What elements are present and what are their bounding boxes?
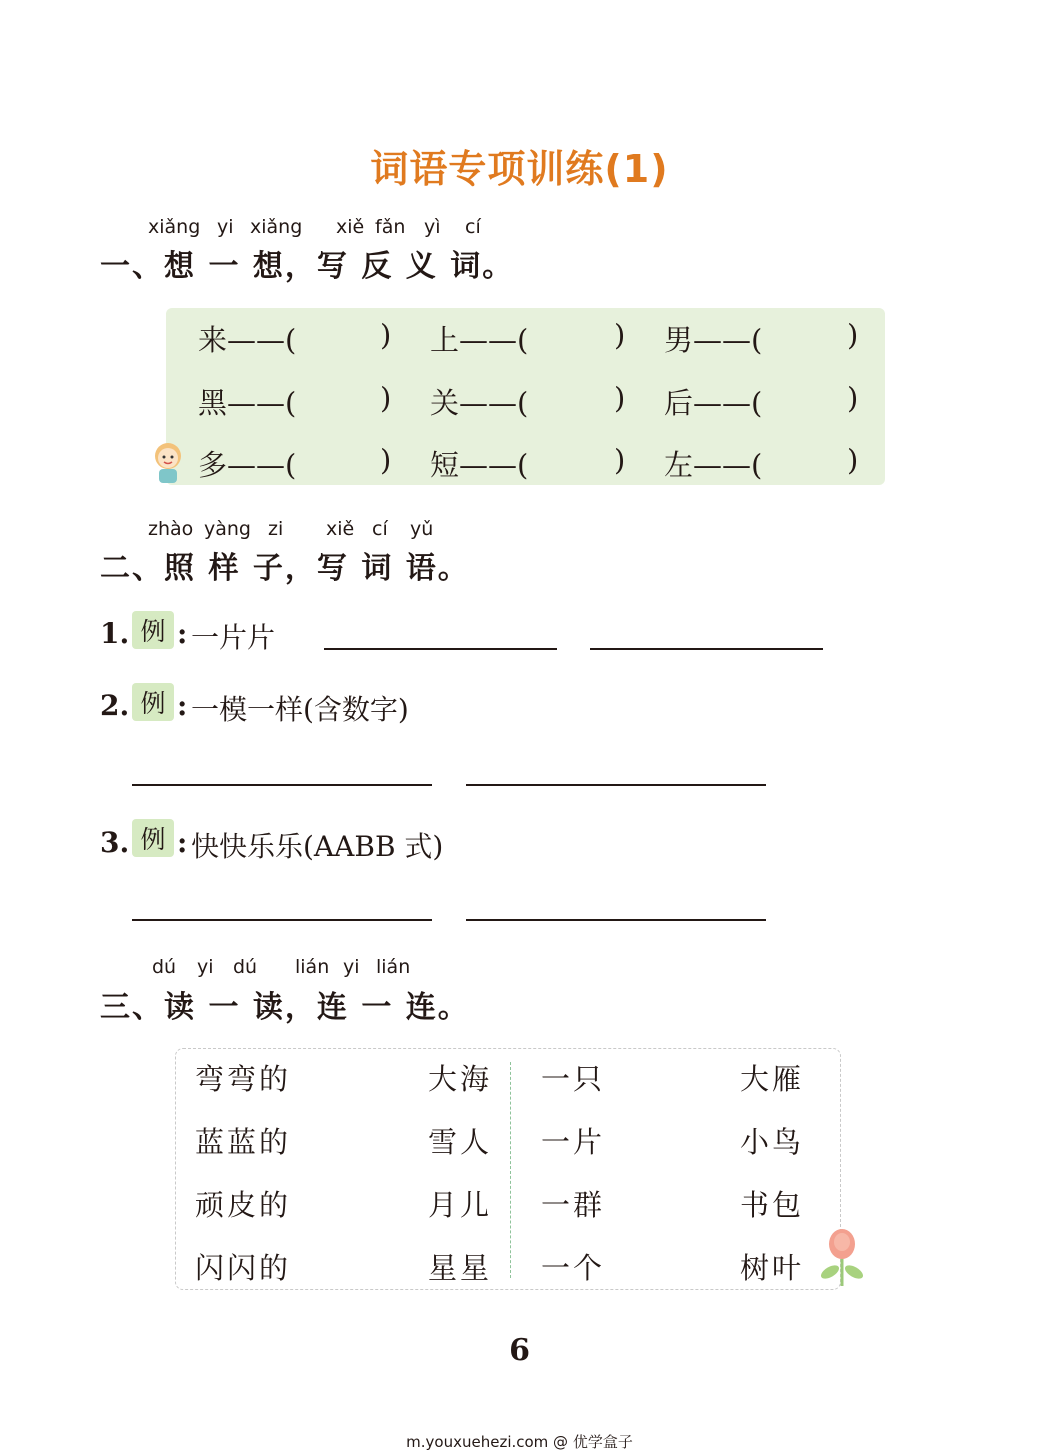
- match-word[interactable]: 书包: [740, 1188, 805, 1222]
- item-number: 2.: [100, 689, 130, 722]
- flower-icon: [816, 1226, 868, 1288]
- close-paren: ): [847, 318, 859, 352]
- example-badge: 例: [132, 611, 174, 649]
- page-number: 6: [509, 1333, 530, 1368]
- match-word[interactable]: 星星: [428, 1251, 493, 1285]
- answer-line[interactable]: [324, 648, 557, 650]
- pinyin: zhào: [148, 518, 194, 540]
- match-word[interactable]: 月儿: [428, 1188, 493, 1222]
- pinyin: xiě: [336, 216, 365, 238]
- item-number: 1.: [100, 617, 130, 650]
- answer-line[interactable]: [590, 648, 823, 650]
- pinyin: cí: [372, 518, 388, 540]
- close-paren: ): [380, 443, 392, 477]
- answer-line[interactable]: [132, 919, 432, 921]
- close-paren: ): [614, 381, 626, 415]
- colon: :: [177, 826, 188, 859]
- antonym-prompt: 左——(: [664, 448, 763, 482]
- match-word[interactable]: 树叶: [740, 1251, 805, 1285]
- section-heading: 二、照 样 子，写 词 语。: [100, 551, 470, 586]
- pinyin: xiǎng: [148, 216, 201, 238]
- answer-line[interactable]: [132, 784, 432, 786]
- match-word[interactable]: 蓝蓝的: [195, 1125, 292, 1159]
- antonym-prompt: 黑——(: [198, 386, 297, 420]
- match-word[interactable]: 一只: [541, 1062, 606, 1096]
- pinyin: lián: [376, 956, 411, 978]
- close-paren: ): [847, 381, 859, 415]
- pinyin: xiǎng: [250, 216, 303, 238]
- match-word[interactable]: 顽皮的: [195, 1188, 292, 1222]
- antonym-prompt: 来——(: [198, 323, 297, 357]
- example-text: 一片片: [191, 621, 276, 654]
- footer-watermark: m.youxuehezi.com @ 优学盒子: [406, 1433, 633, 1451]
- antonym-prompt: 上——(: [430, 323, 529, 357]
- example-badge: 例: [132, 819, 174, 857]
- pinyin: dú: [233, 956, 258, 978]
- close-paren: ): [614, 318, 626, 352]
- pinyin: yi: [217, 216, 234, 238]
- example-text: 快快乐乐(AABB 式): [191, 830, 444, 863]
- pinyin: dú: [152, 956, 177, 978]
- close-paren: ): [847, 443, 859, 477]
- example-text: 一模一样(含数字): [191, 693, 409, 726]
- match-word[interactable]: 弯弯的: [195, 1062, 292, 1096]
- cartoon-child-icon: [148, 440, 188, 486]
- section-heading: 三、读 一 读，连 一 连。: [100, 990, 470, 1025]
- match-word[interactable]: 闪闪的: [195, 1251, 292, 1285]
- pinyin: yì: [424, 216, 441, 238]
- match-word[interactable]: 雪人: [428, 1125, 493, 1159]
- match-word[interactable]: 大雁: [740, 1062, 805, 1096]
- close-paren: ): [614, 443, 626, 477]
- antonym-prompt: 关——(: [430, 386, 529, 420]
- answer-line[interactable]: [466, 784, 766, 786]
- close-paren: ): [380, 381, 392, 415]
- pinyin: yàng: [204, 518, 251, 540]
- match-word[interactable]: 一片: [541, 1125, 606, 1159]
- antonym-prompt: 男——(: [664, 323, 763, 357]
- antonym-prompt: 多——(: [198, 448, 297, 482]
- close-paren: ): [380, 318, 392, 352]
- pinyin: zi: [268, 518, 284, 540]
- pinyin: lián: [295, 956, 330, 978]
- pinyin: yǔ: [410, 518, 434, 540]
- divider: [510, 1062, 511, 1278]
- item-number: 3.: [100, 826, 130, 859]
- colon: :: [177, 689, 188, 722]
- colon: :: [177, 617, 188, 650]
- pinyin: xiě: [326, 518, 355, 540]
- match-word[interactable]: 一个: [541, 1251, 606, 1285]
- antonym-prompt: 短——(: [430, 448, 529, 482]
- pinyin: yi: [343, 956, 360, 978]
- example-badge: 例: [132, 683, 174, 721]
- antonym-prompt: 后——(: [664, 386, 763, 420]
- section-heading: 一、想 一 想，写 反 义 词。: [100, 249, 515, 284]
- match-word[interactable]: 一群: [541, 1188, 606, 1222]
- match-word[interactable]: 小鸟: [740, 1125, 805, 1159]
- pinyin: cí: [465, 216, 481, 238]
- pinyin: fǎn: [375, 216, 406, 238]
- match-word[interactable]: 大海: [428, 1062, 493, 1096]
- answer-line[interactable]: [466, 919, 766, 921]
- page-title: 词语专项训练(1): [370, 147, 669, 191]
- pinyin: yi: [197, 956, 214, 978]
